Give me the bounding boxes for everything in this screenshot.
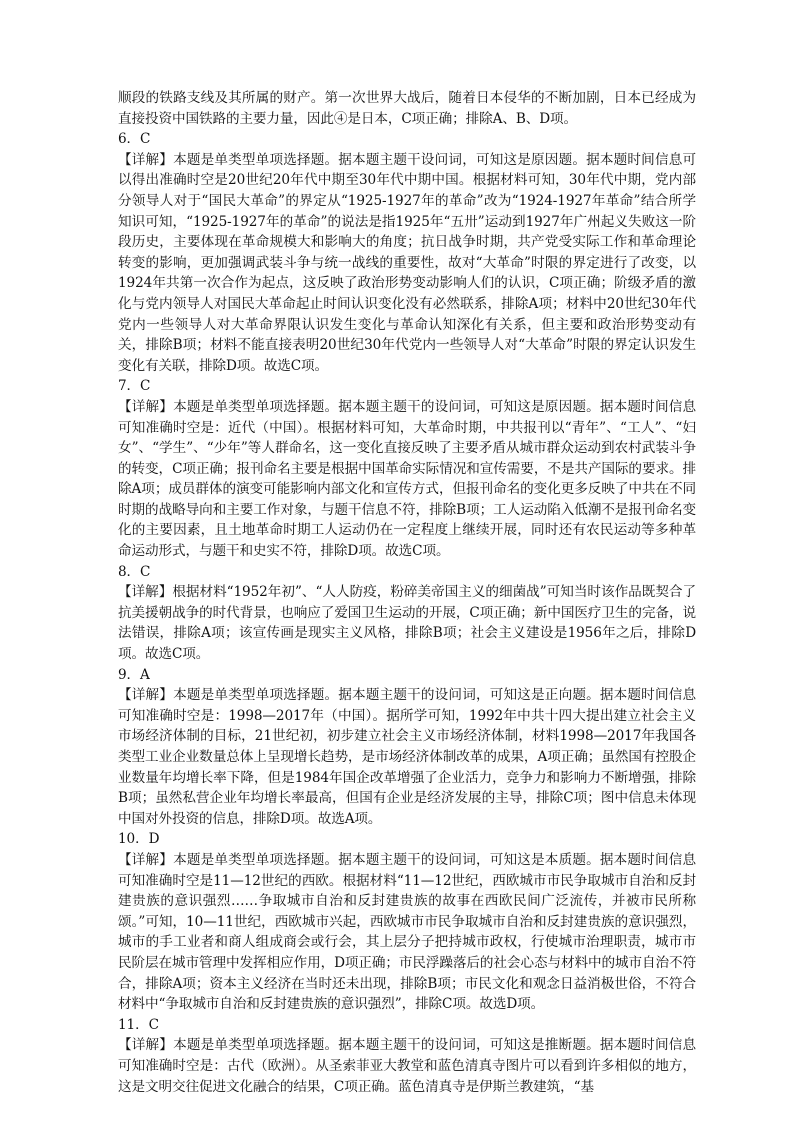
question-6-explanation: 【详解】本题是单类型单项选择题。据本题主题干设问词，可知这是原因题。据本题时间信息可以得出准确时空是20世纪20年代中期至30年代中期中国。根据材料可知，30年代中期，党内部分领导人对于“国民大革命”的界定从“1925-1927年的革命”改为“1924-1927年革命”结合所学知识可知，“1925-1927年的革命”的说法是指1925年“五卅”运动到1927年广州起义失败这一阶段历史，主要体现在革命规模大和影响大的角度；抗日战争时期，共产党受实际工作和革命理论转变的影响，更加强调武装斗争与统一战线的重要性，故对“大革命”时限的界定进行了改变，以1924年共第一次合作为起点，这反映了政治形势变动影响人们的认识，C项正确；阶级矛盾的激化与党内领导人对国民大革命起止时间认识变化没有必然联系，排除A项；材料中20世纪30年代党内一些领导人对大革命界限认识发生变化与革命认知深化有关系，但主要和政治形势变动有关，排除B项；材料不能直接表明20世纪30年代党内一些领导人对“大革命”时限的界定认识发生变化有关联，排除D项。故选C项。 — [118, 151, 696, 374]
question-8-answer: 8．C — [118, 563, 151, 580]
question-8-explanation: 【详解】根据材料“1952年初”、“人人防疫，粉碎美帝国主义的细菌战”可知当时该作品既契合了抗美援朝战争的时代背景，也响应了爱国卫生运动的开展，C项正确；新中国医疗卫生的完备，说法错误，排除A项；该宣传画是现实主义风格，排除B项；社会主义建设是1956年之后，排除D项。故选C项。 — [118, 584, 696, 663]
question-10-explanation: 【详解】本题是单类型单项选择题。据本题主题干的设问词，可知这是本质题。据本题时间信息可知准确时空是11—12世纪的西欧。根据材料“11—12世纪，西欧城市市民争取城市自治和反封建贵族的意识强烈……争取城市自治和反封建贵族的故事在西欧民间广泛流传，并被市民所称颂。”可知，10—11世纪，西欧城市兴起，西欧城市市民争取城市自治和反封建贵族的意识强烈，城市的手工业者和商人组成商会或行会，其上层分子把持城市政权，行使城市治理职责，城市市民阶层在城市管理中发挥相应作用，D项正确；市民浮躁落后的社会心态与材料中的城市自治不符合，排除A项；资本主义经济在当时还未出现，排除B项；市民文化和观念日益消极世俗，不符合材料中“争取城市自治和反封建贵族的意识强烈”，排除C项。故选D项。 — [118, 851, 696, 1013]
document-page — [118, 88, 696, 1097]
question-7-answer: 7．C — [118, 378, 151, 395]
question-11-answer: 11．C — [118, 1016, 159, 1033]
question-10-answer: 10．D — [118, 831, 160, 848]
question-7-explanation: 【详解】本题是单类型单项选择题。据本题主题干的设问词，可知这是原因题。据本题时间信息可知准确时空是：近代（中国）。根据材料可知，大革命时期，中共报刊以“青年”、“工人”、“妇女”、“学生”、“少年”等人群命名，这一变化直接反映了主要矛盾从城市群众运动到农村武装斗争的转变，C项正确；报刊命名主要是根据中国革命实际情况和宣传需要，不是共产国际的要求。排除A项；成员群体的演变可能影响内部文化和宣传方式，但报刊命名的变化更多反映了中共在不同时期的战略导向和主要工作对象，与题干信息不符，排除B项；工人运动陷入低潮不是报刊命名变化的主要因素，且土地革命时期工人运动仍在一定程度上继续开展，同时还有农民运动等多种革命运动形式，与题干和史实不符，排除D项。故选C项。 — [118, 398, 696, 560]
question-9-answer: 9．A — [118, 666, 150, 683]
paragraph-continuation: 顺段的铁路支线及其所属的财产。第一次世界大战后，随着日本侵华的不断加剧，日本已经成为直接投资中国铁路的主要力量，因此④是日本，C项正确；排除A、B、D项。 — [118, 90, 696, 127]
question-9-explanation: 【详解】本题是单类型单项选择题。据本题主题干的设问词，可知这是正向题。据本题时间信息可知准确时空是：1998—2017年（中国）。据所学可知，1992年中共十四大提出建立社会主义市场经济体制的目标，21世纪初，初步建立社会主义市场经济体制，材料1998—2017年我国各类型工业企业数量总体上呈现增长趋势，是市场经济体制改革的成果，A项正确；虽然国有控股企业数量年均增长率下降，但是1984年国企改革增强了企业活力，竞争力和影响力不断增强，排除B项；虽然私营企业年均增长率最高，但国有企业是经济发展的主导，排除C项；图中信息未体现中国对外投资的信息，排除D项。故选A项。 — [118, 687, 696, 827]
question-6-answer: 6．C — [118, 131, 151, 148]
question-11-explanation: 【详解】本题是单类型单项选择题。据本题主题干的设问词，可知这是推断题。据本题时间信息可知准确时空是：古代（欧洲）。从圣索菲亚大教堂和蓝色清真寺图片可以看到许多相似的地方，这是文明交往促进文化融合的结果，C项正确。蓝色清真寺是伊斯兰教建筑，“基 — [118, 1037, 696, 1095]
